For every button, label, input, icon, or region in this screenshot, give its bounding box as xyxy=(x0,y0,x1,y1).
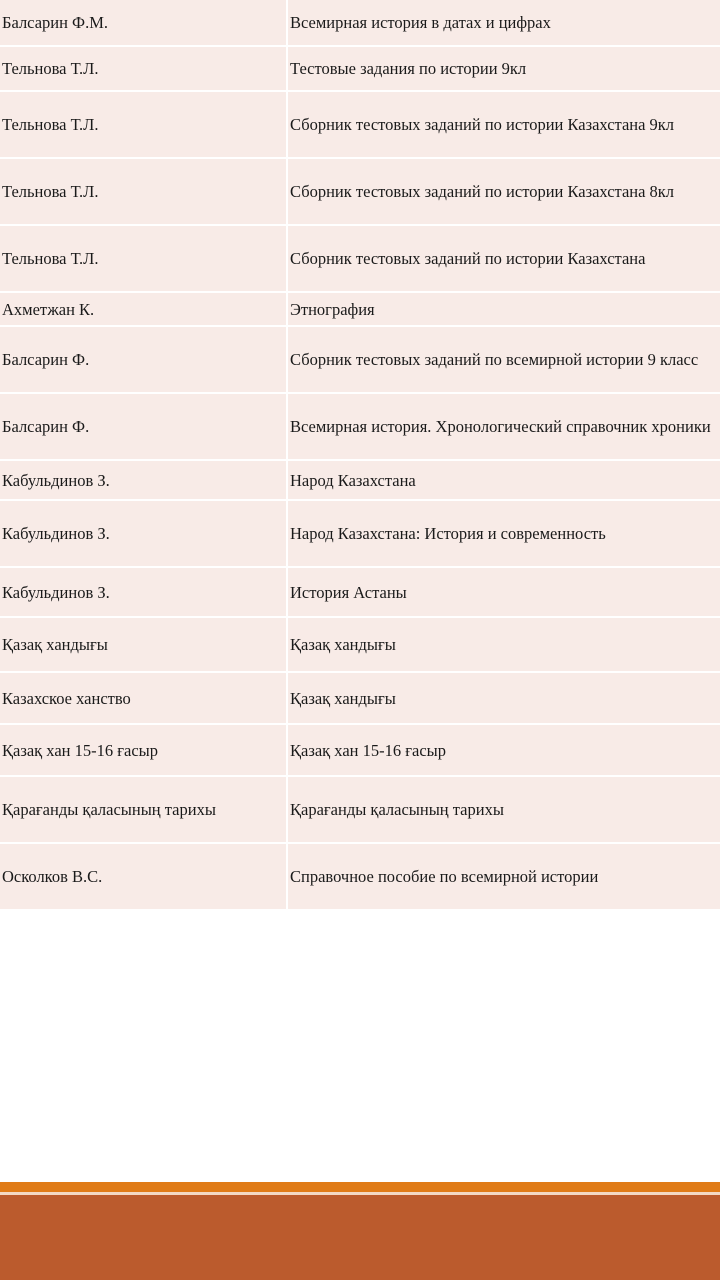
author-cell: Тельнова Т.Л. xyxy=(0,91,287,158)
table-row xyxy=(0,724,720,776)
author-cell: Кабульдинов З. xyxy=(0,460,287,500)
table-row xyxy=(0,567,720,617)
author-cell: Ахметжан К. xyxy=(0,292,287,326)
table-row xyxy=(0,326,720,393)
title-cell: Тестовые задания по истории 9кл xyxy=(287,46,720,91)
table-row xyxy=(0,0,720,46)
author-cell: Тельнова Т.Л. xyxy=(0,158,287,225)
author-cell: Қазақ хандығы xyxy=(0,617,287,672)
title-cell: Народ Казахстана: История и современность xyxy=(287,500,720,567)
author-cell: Тельнова Т.Л. xyxy=(0,46,287,91)
author-cell: Тельнова Т.Л. xyxy=(0,225,287,292)
title-cell: Народ Казахстана xyxy=(287,460,720,500)
title-cell: Қазақ хан 15-16 ғасыр xyxy=(287,724,720,776)
table-row xyxy=(0,460,720,500)
table-row xyxy=(0,500,720,567)
author-cell: Балсарин Ф. xyxy=(0,326,287,393)
footer-accent-line xyxy=(0,1182,720,1192)
table-row xyxy=(0,158,720,225)
title-cell: Сборник тестовых заданий по истории Казахстана 8кл xyxy=(287,158,720,225)
title-cell: Сборник тестовых заданий по истории Казахстана xyxy=(287,225,720,292)
title-cell: Справочное пособие по всемирной истории xyxy=(287,843,720,910)
title-cell: Қазақ хандығы xyxy=(287,617,720,672)
title-cell: Всемирная история в датах и цифрах xyxy=(287,0,720,46)
table-row xyxy=(0,393,720,460)
table-row xyxy=(0,776,720,843)
table-row xyxy=(0,91,720,158)
author-cell: Осколков В.С. xyxy=(0,843,287,910)
author-cell: Балсарин Ф. xyxy=(0,393,287,460)
author-cell: Казахское ханство xyxy=(0,672,287,724)
author-cell: Қарағанды қаласының тарихы xyxy=(0,776,287,843)
author-cell: Кабульдинов З. xyxy=(0,500,287,567)
table-row xyxy=(0,617,720,672)
author-cell: Қазақ хан 15-16 ғасыр xyxy=(0,724,287,776)
title-cell: Сборник тестовых заданий по всемирной истории 9 класс xyxy=(287,326,720,393)
title-cell: История Астаны xyxy=(287,567,720,617)
title-cell: Қарағанды қаласының тарихы xyxy=(287,776,720,843)
footer-band xyxy=(0,1195,720,1280)
table-row xyxy=(0,843,720,910)
title-cell: Этнография xyxy=(287,292,720,326)
author-cell: Балсарин Ф.М. xyxy=(0,0,287,46)
table-row xyxy=(0,292,720,326)
table-row xyxy=(0,225,720,292)
title-cell: Қазақ хандығы xyxy=(287,672,720,724)
author-cell: Кабульдинов З. xyxy=(0,567,287,617)
title-cell: Всемирная история. Хронологический справочник хроники xyxy=(287,393,720,460)
table-row xyxy=(0,46,720,91)
table-row xyxy=(0,672,720,724)
title-cell: Сборник тестовых заданий по истории Казахстана 9кл xyxy=(287,91,720,158)
